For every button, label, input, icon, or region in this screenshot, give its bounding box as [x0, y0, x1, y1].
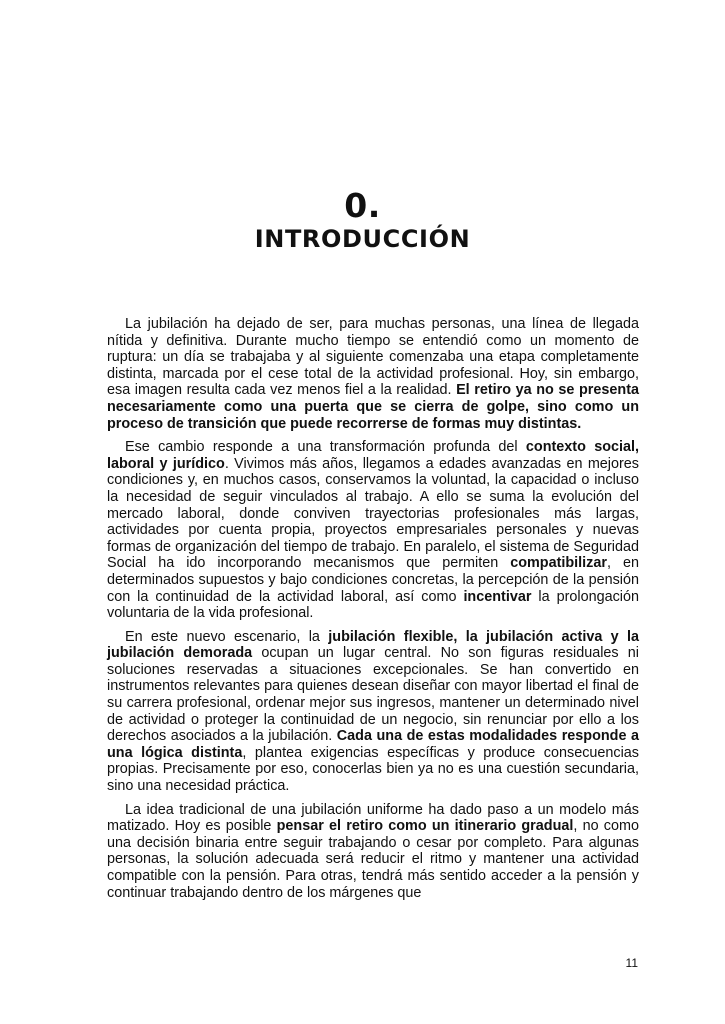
body-text [107, 316, 639, 901]
paragraph [107, 629, 639, 795]
text-run: La jubilación ha dejado de ser, para muchas personas, una línea de llegada nítida y definitiva. Durante mucho tiempo se entendió como un momento de ruptura: un día se trabajaba y al siguiente comenzaba una etapa completamente distinta, marcada por el cese total de la actividad profesional. Hoy, sin embargo, esa imagen resulta cada vez menos fiel a la realidad. [107, 316, 639, 399]
bold-text-run: incentivar [463, 588, 532, 605]
bold-text-run: compatibilizar [510, 555, 607, 572]
text-run: . Vivimos más años, llegamos a edades avanzadas en mejores condiciones y, en muchos casos, conservamos la voluntad, la capacidad o incluso la necesidad de seguir vinculados al trabajo. A ello se suma la evolución del mercado laboral, donde conviven trayectorias profesionales más largas, actividades por cuenta propia, proyectos empresariales personales y nuevas formas de organización del tiempo de trabajo. En paralelo, el sistema de Seguridad Social ha ido incorporando mecanismos que permiten [107, 455, 639, 572]
text-run: ocupan un lugar central. No son figuras residuales ni soluciones reservadas a situaciones excepcionales. Se han convertido en instrumentos relevantes para quienes desean diseñar con mayor libertad el final de su carrera profesional, ordenar mejor sus ingresos, mantener un determinado nivel de actividad o proteger la continuidad de un negocio, sin renunciar por ello a los derechos asociados a la jubilación. [107, 645, 640, 745]
text-run: Ese cambio responde a una transformación profunda del [125, 439, 526, 456]
paragraph [107, 439, 639, 622]
bold-text-run: Cada una de estas modalidades responde a una lógica distinta [107, 728, 639, 761]
bold-text-run: contexto social, laboral y jurídico [107, 439, 639, 472]
paragraph [107, 316, 639, 432]
page-number: 11 [625, 956, 638, 970]
text-run: La idea tradicional de una jubilación uniforme ha dado paso a un modelo más matizado. Hoy es posible [107, 801, 639, 835]
bold-text-run: pensar el retiro como un itinerario gradual [276, 818, 574, 835]
chapter-title: INTRODUCCIÓN [254, 225, 471, 253]
chapter-number: 0. [344, 186, 381, 225]
text-run: , no como una decisión binaria entre seguir trabajando o cesar por completo. Para algunas personas, la solución adecuada será reducir el ritmo y mantener una actividad compatible con la pensión. Para otras, tendrá más sentido acceder a la pensión y continuar trabajando dentro de los márgenes que [107, 818, 639, 901]
bold-text-run: jubilación flexible, la jubilación activa y la jubilación demorada [107, 628, 639, 662]
text-run: , plantea exigencias específicas y produce consecuencias propias. Precisamente por eso, conocerlas bien ya no es una cuestión secundaria, sino una necesidad práctica. [107, 744, 639, 795]
bold-text-run: El retiro ya no se presenta necesariamente como una puerta que se cierra de golpe, sino como un proceso de transición que puede recorrerse de formas muy distintas. [107, 382, 639, 432]
text-run: , en determinados supuestos y bajo condiciones concretas, la percepción de la pensión con la continuidad de la actividad laboral, así como [107, 555, 639, 605]
text-run: la prolongación voluntaria de la vida profesional. [107, 588, 639, 622]
text-run: En este nuevo escenario, la [125, 628, 329, 645]
paragraph [107, 802, 639, 902]
